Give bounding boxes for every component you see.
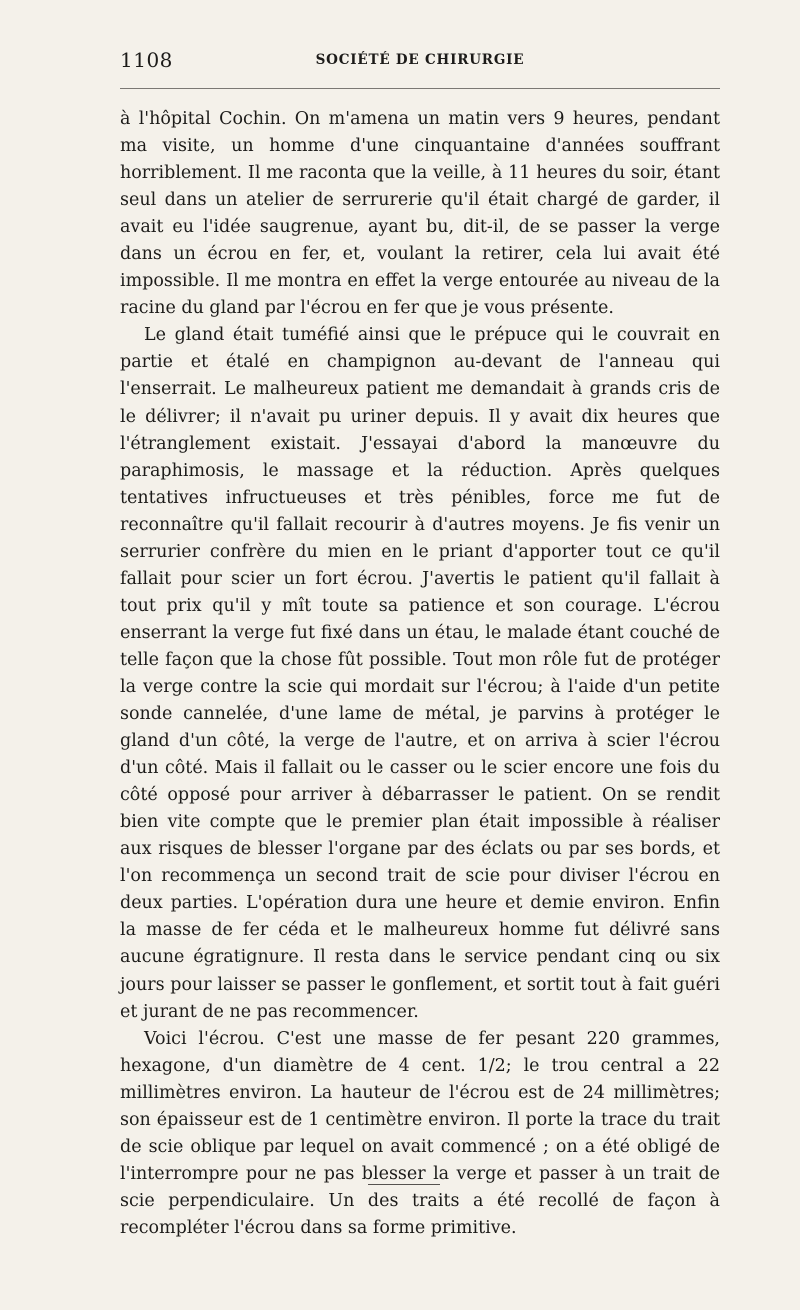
paragraph-3: Voici l'écrou. C'est une masse de fer pesant 220 grammes, hexagone, d'un diamètre de 4 cent. 1/2; le trou central a 22 millimètres environ. La hauteur de l'écrou est de 24 millimètres; son épaisseur est de 1 centimètre environ. Il porte la trace du trait de scie oblique par lequel on avait commencé ; on a été obligé de l'interrompre pour ne pas blesser la verge et passer à un trait de scie perpendiculaire. Un des traits a été recollé de façon à recompléter l'écrou dans sa forme primitive. xyxy=(120,1028,720,1238)
paragraph-1: à l'hôpital Cochin. On m'amena un matin vers 9 heures, pendant ma visite, un homme d'une cinquantaine d'années souffrant horriblement. Il me raconta que la veille, à 11 heures du soir, étant seul dans un atelier de serrurerie qu'il était chargé de garder, il avait eu l'idée saugrenue, ayant bu, dit-il, de se passer la verge dans un écrou en fer, et, voulant la retirer, cela lui avait été impossible. Il me montra en effet la verge entourée au niveau de la racine du gland par l'écrou en fer que je vous présente. xyxy=(120,109,720,319)
article-body xyxy=(120,106,720,1242)
page-number: 1108 xyxy=(120,48,173,72)
running-title: SOCIÉTÉ DE CHIRURGIE xyxy=(315,52,525,68)
header-rule xyxy=(120,88,720,89)
closing-rule xyxy=(368,1184,440,1185)
page-header xyxy=(120,48,720,80)
paragraph-2: Le gland était tuméfié ainsi que le prépuce qui le couvrait en partie et étalé en champignon au-devant de l'anneau qui l'enserrait. Le malheureux patient me demandait à grands cris de le délivrer; il n'avait pu uriner depuis. Il y avait dix heures que l'étranglement existait. J'essayai d'abord la manœuvre du paraphimosis, le massage et la réduction. Après quelques tentatives infructueuses et très pénibles, force me fut de reconnaître qu'il fallait recourir à d'autres moyens. Je fis venir un serrurier confrère du mien en le priant d'apporter tout ce qu'il fallait pour scier un fort écrou. J'avertis le patient qu'il fallait à tout prix qu'il y mît toute sa patience et son courage. L'écrou enserrant la verge fut fixé dans un étau, le malade étant couché de telle façon que la chose fût possible. Tout mon rôle fut de protéger la verge contre la scie qui mordait sur l'écrou; à l'aide d'un petite sonde cannelée, d'une lame de métal, je parvins à protéger le gland d'un côté, la verge de l'autre, et on arriva à scier l'écrou d'un côté. Mais il fallait ou le casser ou le scier encore une fois du côté opposé pour arriver à débarrasser le patient. On se rendit bien vite compte que le premier plan était impossible à réaliser aux risques de blesser l'organe par des éclats ou par ses bords, et l'on recommença un second trait de scie pour diviser l'écrou en deux parties. L'opération dura une heure et demie environ. Enfin la masse de fer céda et le malheureux homme fut délivré sans aucune égratignure. Il resta dans le service pendant cinq ou six jours pour laisser se passer le gonflement, et sortit tout à fait guéri et jurant de ne pas recommencer. xyxy=(120,325,720,1022)
